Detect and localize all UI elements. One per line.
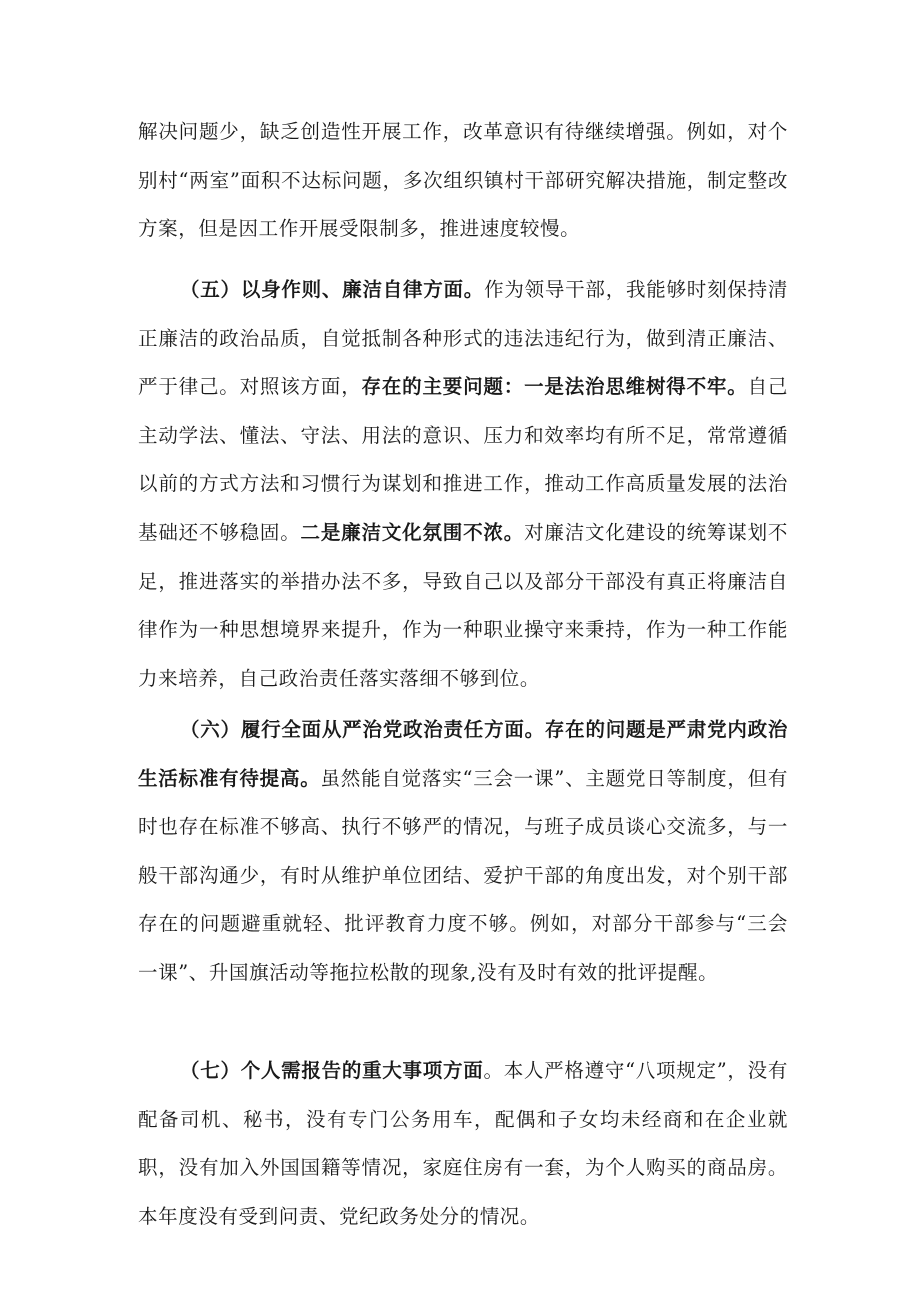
paragraph-text: 作为领导干部，我能够时刻保持清正廉洁的政治品质，自觉抵制各种形式的违法违纪行为，做到清正廉洁、严于律己。对照该方面， xyxy=(138,278,788,399)
section-six-heading: （六）履行全面从严治党政治责任方面。存在的问题是严肃党内政治生活标准有待提高。 xyxy=(138,718,788,790)
paragraph-text: 。本人严格遵守“八项规定”，没有配备司机、秘书，没有专门公务用车，配偶和子女均未经商和在企业就职，没有加入外国国籍等情况，家庭住房有一套，为个人购买的商品房。本年度没有受到问责、党纪政务处分的情况。 xyxy=(138,1059,788,1228)
paragraph-section-seven xyxy=(138,1047,788,1241)
problem-two-heading: 二是廉洁文化氛围不浓。 xyxy=(300,520,525,544)
section-seven-heading: （七）个人需报告的重大事项方面 xyxy=(180,1059,484,1082)
paragraph-section-six xyxy=(138,706,788,998)
paragraph-text: 解决问题少，缺乏创造性开展工作，改革意识有待继续增强。例如，对个别村“两室”面积不达标问题，多次组织镇村干部研究解决措施，制定整改方案，但是因工作开展受限制多，推进速度较慢。 xyxy=(138,120,788,241)
paragraph-text: 自己主动学法、懂法、守法、用法的意识、压力和效率均有所不足，常常遵循以前的方式方法和习惯行为谋划和推进工作，推动工作高质量发展的法治基础还不够稳固。 xyxy=(138,375,788,544)
problem-one-heading: 存在的主要问题：一是法治思维树得不牢。 xyxy=(361,375,748,399)
paragraph-text: 虽然能自觉落实“三会一课”、主题党日等制度，但有时也存在标准不够高、执行不够严的情况，与班子成员谈心交流多，与一般干部沟通少，有时从维护单位团结、爱护干部的角度出发，对个别干部存在的问题避重就轻、批评教育力度不够。例如，对部分干部参与“三会一课”、升国旗活动等拖拉松散的现象,没有及时有效的批评提醒。 xyxy=(138,766,789,984)
paragraph-text: 对廉洁文化建设的统筹谋划不足，推进落实的举措办法不多，导致自己以及部分干部没有真正将廉洁自律作为一种思想境界来提升，作为一种职业操守来秉持，作为一种工作能力来培养，自己政治责任落实落细不够到位。 xyxy=(138,520,788,690)
section-five-heading: （五）以身作则、廉洁自律方面。 xyxy=(180,278,485,301)
paragraph-section-five xyxy=(138,266,788,703)
paragraph-continuation xyxy=(138,108,788,254)
